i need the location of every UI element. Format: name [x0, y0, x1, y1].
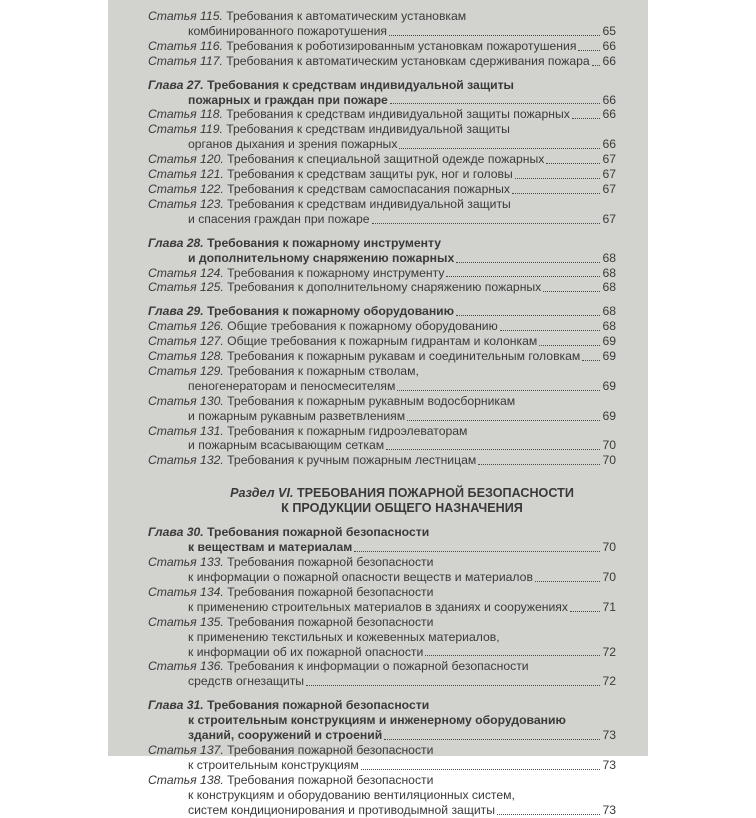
- page-number: 70: [602, 438, 616, 453]
- entry-text: [148, 349, 580, 364]
- chapter-label: Глава 27.: [148, 77, 204, 92]
- entry-text: [188, 570, 533, 585]
- article-label: Статья 123.: [148, 196, 224, 211]
- entry-title: Требования к пожарным рукавам и соединительным головкам: [227, 349, 581, 364]
- toc-gap: [148, 689, 616, 698]
- entry-title: комбинированного пожаротушения: [188, 23, 388, 38]
- article-entry: [148, 24, 616, 39]
- dot-leader: [546, 163, 600, 164]
- entry-title: Требования к средствам самоспасания пожарных: [227, 181, 510, 196]
- entry-title: Требования к дополнительному снаряжению пожарных: [227, 280, 542, 295]
- entry-text: [188, 803, 495, 818]
- article-label: Статья 116.: [148, 38, 223, 53]
- entry-text: [188, 251, 454, 266]
- entry-text: [188, 438, 384, 453]
- entry-text: [148, 122, 510, 137]
- dot-leader: [446, 276, 600, 277]
- toc-gap: [148, 227, 616, 236]
- entry-title: Требования пожарной безопасности: [227, 772, 434, 787]
- entry-text: [188, 379, 395, 394]
- chapter-entry: [148, 78, 616, 93]
- article-entry: [148, 453, 616, 468]
- page-number: 72: [602, 674, 616, 689]
- article-entry: [148, 280, 616, 295]
- entry-title: Требования к средствам индивидуальной защиты: [227, 196, 511, 211]
- entry-title: Требования к роботизированным установкам пожаротушения: [226, 38, 577, 53]
- article-entry: [148, 630, 616, 645]
- entry-text: [188, 728, 382, 743]
- chapter-label: Глава 31.: [148, 698, 204, 713]
- entry-title: Требования пожарной безопасности: [227, 614, 434, 629]
- page-number: 69: [602, 334, 616, 349]
- dot-leader: [535, 581, 601, 582]
- entry-title: пеногенераторам и пеносмесителям: [188, 378, 396, 393]
- article-entry: [148, 167, 616, 182]
- article-label: Статья 125.: [148, 280, 224, 295]
- article-entry: [148, 600, 616, 615]
- entry-text: [148, 152, 544, 167]
- entry-text: [188, 674, 304, 689]
- article-label: Статья 121.: [148, 167, 224, 182]
- entry-text: [148, 364, 419, 379]
- dot-leader: [354, 551, 600, 552]
- entry-text: [148, 743, 433, 758]
- page-number: 67: [602, 152, 616, 167]
- article-label: Статья 127.: [148, 334, 224, 349]
- article-entry: [148, 319, 616, 334]
- entry-text: [148, 424, 467, 439]
- article-entry: [148, 645, 616, 660]
- article-label: Статья 122.: [148, 181, 224, 196]
- entry-text: [188, 600, 568, 615]
- dot-leader: [582, 360, 600, 361]
- dot-leader: [570, 611, 600, 612]
- article-label: Статья 117.: [148, 53, 223, 68]
- entry-title: Требования к пожарным рукавным водосборникам: [227, 393, 516, 408]
- entry-text: [148, 394, 515, 409]
- entry-text: [188, 409, 405, 424]
- dot-leader: [389, 35, 600, 36]
- article-label: Статья 133.: [148, 555, 224, 570]
- page-number: 72: [602, 644, 616, 659]
- article-label: Статья 138.: [148, 772, 224, 787]
- article-label: Статья 118.: [148, 107, 223, 122]
- article-label: Статья 135.: [148, 614, 224, 629]
- entry-title: к строительным конструкциям и инженерному оборудованию: [188, 713, 566, 728]
- entry-title: и пожарным рукавным разветвлениям: [188, 408, 406, 423]
- entry-text: [188, 713, 566, 728]
- article-entry: [148, 758, 616, 773]
- article-entry: [148, 615, 616, 630]
- article-label: Статья 137.: [148, 742, 224, 757]
- page-number: 71: [602, 599, 616, 614]
- page-number: 65: [602, 23, 616, 38]
- dot-leader: [539, 345, 600, 346]
- article-label: Статья 119.: [148, 122, 223, 137]
- toc-gap: [148, 69, 616, 78]
- entry-text: [148, 78, 514, 93]
- article-entry: [148, 349, 616, 364]
- page-number: 68: [602, 265, 616, 280]
- toc-gap: [148, 516, 616, 525]
- dot-leader: [384, 739, 600, 740]
- entry-text: [148, 773, 433, 788]
- entry-title: Требования к автоматическим установкам: [226, 9, 467, 23]
- article-label: Статья 115.: [148, 9, 223, 23]
- dot-leader: [399, 148, 600, 149]
- entry-title: Требования к средствам индивидуальной защиты: [207, 77, 514, 92]
- entry-title: органов дыхания и зрения пожарных: [188, 137, 398, 152]
- dot-leader: [361, 769, 601, 770]
- article-entry: [148, 438, 616, 453]
- chapter-label: Глава 28.: [148, 235, 204, 250]
- page-number: 69: [602, 349, 616, 364]
- entry-title: Требования пожарной безопасности: [227, 584, 434, 599]
- page-number: 70: [602, 570, 616, 584]
- page-number: 67: [602, 211, 616, 226]
- chapter-entry: [148, 304, 616, 319]
- page-number: 68: [602, 280, 616, 295]
- chapter-entry: [148, 93, 616, 108]
- page-number: 70: [602, 453, 616, 468]
- entry-title: Общие требования к пожарному оборудованию: [227, 319, 498, 334]
- article-label: Статья 126.: [148, 319, 224, 334]
- dot-leader: [543, 291, 600, 292]
- entry-title: к строительным конструкциям: [188, 757, 359, 772]
- entry-text: [188, 630, 500, 645]
- entry-text: [148, 39, 576, 54]
- dot-leader: [386, 449, 600, 450]
- entry-text: [188, 24, 387, 39]
- entry-text: [148, 555, 433, 570]
- article-entry: [148, 197, 616, 212]
- dot-leader: [306, 685, 600, 686]
- entry-text: [188, 540, 352, 555]
- entry-text: [148, 9, 466, 24]
- entry-text: [188, 93, 388, 108]
- dot-leader: [456, 315, 600, 316]
- chapter-entry: [148, 251, 616, 266]
- article-label: Статья 128.: [148, 349, 224, 364]
- entry-title: Требования к пожарному инструменту: [207, 235, 442, 250]
- dot-leader: [397, 390, 600, 391]
- article-entry: [148, 409, 616, 424]
- article-entry: [148, 394, 616, 409]
- entry-text: [188, 212, 370, 227]
- article-entry: [148, 212, 616, 227]
- article-entry: [148, 364, 616, 379]
- entry-title: Требования к средствам защиты рук, ног и головы: [227, 167, 513, 182]
- entry-text: [148, 197, 511, 212]
- article-entry: [148, 122, 616, 137]
- article-entry: [148, 585, 616, 600]
- article-label: Статья 120.: [148, 152, 224, 167]
- article-entry: [148, 182, 616, 197]
- chapter-entry: [148, 236, 616, 251]
- entry-text: [148, 615, 433, 630]
- dot-leader: [497, 814, 600, 815]
- article-entry: [148, 107, 616, 122]
- article-entry: [148, 9, 616, 24]
- chapter-entry: [148, 698, 616, 713]
- entry-title: и спасения граждан при пожаре: [188, 211, 370, 226]
- entry-title: Требования пожарной безопасности: [207, 525, 430, 540]
- chapter-entry: [148, 713, 616, 728]
- page-number: 73: [602, 802, 616, 817]
- entry-text: [148, 304, 454, 319]
- page-number: 67: [602, 167, 616, 182]
- entry-title: Требования к пожарным стволам,: [227, 363, 419, 378]
- dot-leader: [512, 193, 600, 194]
- page-number: 68: [602, 250, 616, 265]
- entry-title: Требования к пожарному инструменту: [227, 265, 445, 280]
- entry-text: [188, 645, 423, 660]
- entry-title: пожарных и граждан при пожаре: [188, 92, 388, 107]
- section-heading: [148, 501, 616, 516]
- entry-title: к конструкциям и оборудованию вентиляционных систем,: [188, 787, 515, 802]
- page-number: 69: [602, 378, 616, 393]
- dot-leader: [478, 464, 600, 465]
- entry-title: Требования к специальной защитной одежде пожарных: [227, 152, 545, 167]
- entry-text: [148, 236, 441, 251]
- page-number: 66: [602, 38, 616, 53]
- dot-leader: [425, 655, 600, 656]
- article-label: Статья 134.: [148, 584, 224, 599]
- dot-leader: [390, 103, 601, 104]
- chapter-label: Глава 30.: [148, 525, 204, 540]
- entry-title: и дополнительному снаряжению пожарных: [188, 250, 455, 265]
- entry-title: Общие требования к пожарным гидрантам и колонкам: [227, 334, 538, 349]
- article-label: Статья 124.: [148, 265, 224, 280]
- article-label: Статья 132.: [148, 453, 224, 468]
- toc-gap: [148, 295, 616, 304]
- article-entry: [148, 803, 616, 818]
- entry-title: к применению текстильных и кожевенных материалов,: [188, 629, 500, 644]
- chapter-entry: [148, 525, 616, 540]
- entry-title: систем кондиционирования и противодымной защиты: [188, 802, 495, 817]
- article-entry: [148, 334, 616, 349]
- article-entry: [148, 424, 616, 439]
- entry-text: [188, 137, 397, 152]
- article-entry: [148, 570, 616, 585]
- page-number: 73: [602, 728, 616, 743]
- entry-title: и пожарным всасывающим сеткам: [188, 438, 385, 453]
- entry-text: [148, 453, 476, 468]
- page-number: 66: [602, 92, 616, 107]
- toc-gap: [148, 477, 616, 486]
- page-number: 73: [602, 757, 616, 772]
- dot-leader: [578, 50, 600, 51]
- dot-leader: [456, 262, 600, 263]
- entry-text: [148, 334, 537, 349]
- entry-title: к применению строительных материалов в зданиях и сооружениях: [188, 599, 568, 614]
- dot-leader: [515, 178, 601, 179]
- article-entry: [148, 39, 616, 54]
- entry-title: Требования пожарной безопасности: [227, 742, 434, 757]
- page-number: 67: [602, 181, 616, 196]
- table-of-contents: [148, 9, 616, 818]
- article-entry: [148, 555, 616, 570]
- entry-title: Требования к автоматическим установкам сдерживания пожара: [226, 53, 590, 68]
- entry-text: [148, 585, 433, 600]
- entry-text: [188, 758, 359, 773]
- dot-leader: [572, 118, 601, 119]
- toc-gap: [148, 468, 616, 477]
- entry-text: [148, 319, 498, 334]
- section-label: Раздел VI.: [230, 486, 294, 501]
- chapter-label: Глава 29.: [148, 304, 204, 319]
- entry-text: [148, 107, 570, 122]
- book-page: [108, 0, 648, 817]
- entry-title: Требования к информации о пожарной безопасности: [227, 659, 529, 674]
- article-label: Статья 131.: [148, 423, 224, 438]
- entry-title: Требования к средствам индивидуальной защиты пожарных: [226, 107, 570, 122]
- entry-title: к информации о пожарной опасности веществ и материалов: [188, 570, 533, 584]
- section-title: ТРЕБОВАНИЯ ПОЖАРНОЙ БЕЗОПАСНОСТИ: [296, 486, 574, 501]
- page-number: 70: [602, 540, 616, 555]
- page-number: 68: [602, 304, 616, 319]
- entry-text: [148, 698, 429, 713]
- chapter-entry: [148, 540, 616, 555]
- article-entry: [148, 773, 616, 788]
- page-number: 66: [602, 107, 616, 122]
- dot-leader: [372, 223, 601, 224]
- entry-text: [148, 54, 590, 69]
- page-number: 68: [602, 319, 616, 334]
- entry-text: [148, 659, 529, 674]
- article-entry: [148, 788, 616, 803]
- dot-leader: [407, 420, 600, 421]
- entry-text: [188, 788, 515, 803]
- entry-text: [148, 167, 513, 182]
- section-heading: [148, 486, 616, 501]
- article-label: Статья 136.: [148, 659, 224, 674]
- entry-title: Требования пожарной безопасности: [207, 698, 430, 713]
- entry-title: к информации об их пожарной опасности: [188, 644, 424, 659]
- entry-title: зданий, сооружений и строений: [188, 728, 383, 743]
- entry-title: Требования к пожарному оборудованию: [207, 304, 455, 319]
- entry-title: Требования к средствам индивидуальной защиты: [226, 122, 510, 137]
- page-number: 69: [602, 408, 616, 423]
- entry-text: [148, 280, 541, 295]
- article-entry: [148, 379, 616, 394]
- dot-leader: [500, 330, 601, 331]
- page-number: 66: [602, 137, 616, 152]
- article-entry: [148, 54, 616, 69]
- article-label: Статья 129.: [148, 363, 224, 378]
- section-title: К ПРОДУКЦИИ ОБЩЕГО НАЗНАЧЕНИЯ: [281, 501, 523, 516]
- entry-text: [148, 266, 444, 281]
- entry-text: [148, 182, 510, 197]
- entry-title: Требования к ручным пожарным лестницам: [227, 453, 477, 468]
- article-entry: [148, 266, 616, 281]
- page-number: 66: [602, 53, 616, 68]
- entry-text: [148, 525, 429, 540]
- entry-title: средств огнезащиты: [188, 674, 305, 689]
- article-entry: [148, 152, 616, 167]
- article-label: Статья 130.: [148, 393, 224, 408]
- entry-title: к веществам и материалам: [188, 540, 353, 555]
- dot-leader: [592, 65, 601, 66]
- article-entry: [148, 674, 616, 689]
- entry-title: Требования пожарной безопасности: [227, 555, 434, 570]
- article-entry: [148, 743, 616, 758]
- article-entry: [148, 659, 616, 674]
- entry-title: Требования к пожарным гидроэлеваторам: [227, 423, 468, 438]
- chapter-entry: [148, 728, 616, 743]
- article-entry: [148, 137, 616, 152]
